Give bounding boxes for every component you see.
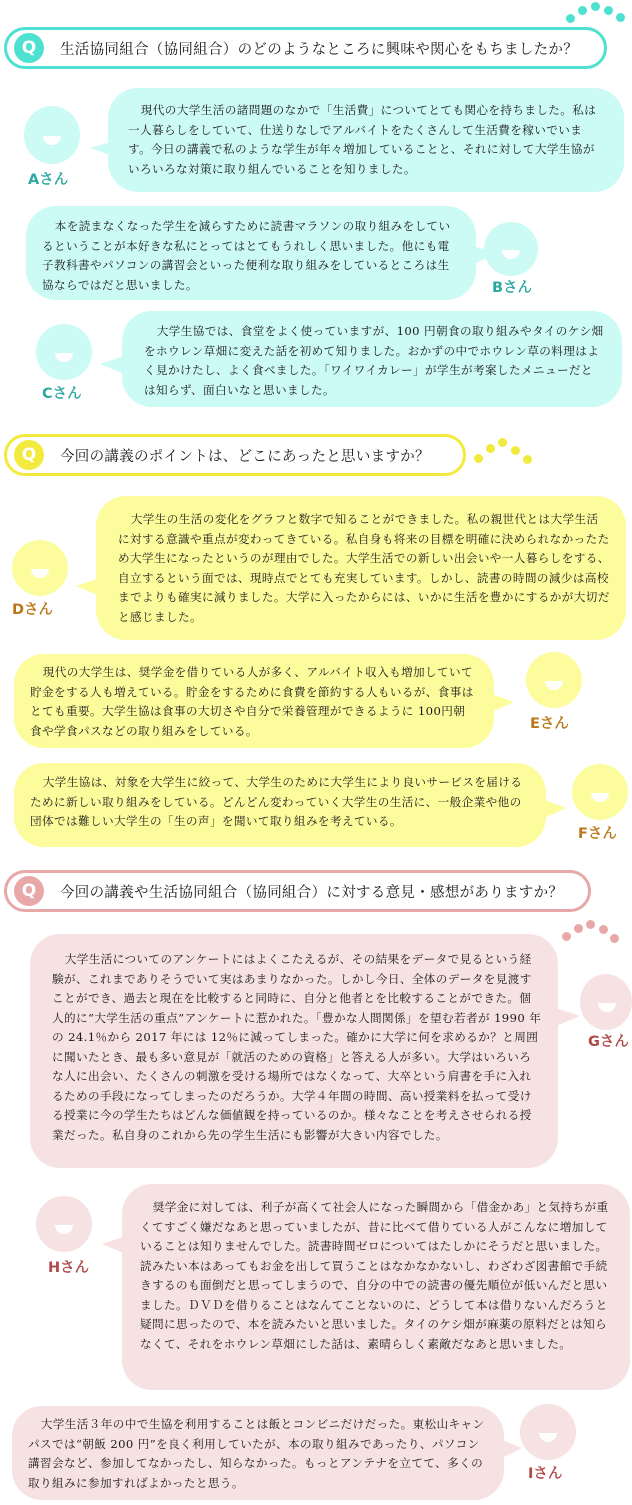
answer-bubble-h: 奨学金に対しては、利子が高くて社会人になった瞬間から「借金かあ」と気持ちが重くてすごく嫌だなあと思っていましたが、昔に比べて借りている人がこんなに増加していることは知りませんでした。読書時間ゼロについてはたしかにそうだと思いました。読みたい本はあってもお金を出して買うことはなかなかないし、わざわざ図書館で手続きするのも面倒だと思ってしまうので、自分の中での読書の優先順位が低いんだと思いました。ＤＶＤを借りることはなんてことないのに、どうして本は借りないんだろうと疑問に思ったので、本を読みたいと思いました。タイのケシ畑が麻薬の原料だとは知らなくて、それをホウレン草畑にした話は、素晴らしく素敵だなあと思いました。 — [122, 1184, 630, 1390]
answer-bubble-c: 大学生協では、食堂をよく使っていますが、100 円朝食の取り組みやタイのケシ畑をホウレン草畑に変えた話を初めて知りました。おかずの中でホウレン草の料理はよく見かけたし、よく食べました。「ワイワイカレー」が学生が考案したメニューだとは知らず、面白いなと思いました。 — [122, 311, 622, 407]
avatar-d — [12, 540, 68, 596]
bubble-tail — [100, 356, 124, 374]
speaker-f: Fさん — [578, 826, 617, 842]
answer-bubble-g: 大学生活についてのアンケートにはよくこたえるが、その結果をデータで見るという経験が、これまでありそうでいて実はあまりなかった。しかし今日、全体のデータを見渡すことができ、過去と現在を比較すると同時に、自分と他者とを比較することができた。個人的に“大学生活の重点”アンケートに惹かれた。「豊かな人間関係」を望む若者が 1990 年の 24.1％から 2017 年には 12％に減ってしまった。確かに大学に何を求めるか？と周囲に聞いたとき、最も多い意見が「就活のための資格」と答える人が多い。大学はいろいろな人に出会い、たくさんの刺激を受ける場所ではなくなって、大卒という肩書を手に入れるための手段になってしまったのだろうか。大学４年間の時間、高い授業料を払って受ける授業に今の学生たちはどんな価値観を持っているのか。様々なことを考えさせられる授業だった。私自身のこれから先の学生生活にも影響が大きい内容でした。 — [30, 934, 558, 1168]
question-text: 今回の講義や生活協同組合（協同組合）に対する意見・感想がありますか？ — [60, 884, 564, 901]
speaker-b: Bさん — [492, 280, 533, 296]
question-banner-3 — [4, 870, 591, 912]
bubble-tail — [544, 800, 566, 818]
answer-bubble-b: 本を読まなくなった学生を減らすために読書マラソンの取り組みをしているということが本好きな私にとってはとてもうれしく思いました。他にも電子教科書やパソコンの講習会といった便利な取り組みをしているところは生協ならではだと思いました。 — [26, 206, 476, 300]
speaker-c: Cさん — [42, 386, 82, 402]
avatar-e — [526, 652, 582, 708]
answer-bubble-a: 現代の大学生活の諸問題のなかで「生活費」についてとても関心を持ちました。私は一人暮らしをしていて、仕送りなしでアルバイトをたくさんして生活費を稼いでいます。今日の講義で私のような学生が年々増加していることと、それに対して大学生協がいろいろな対策に取り組んでいることを知りました。 — [108, 88, 624, 192]
question-icon: Q — [14, 876, 44, 906]
speaker-e: Eさん — [530, 716, 569, 732]
avatar-h — [36, 1196, 92, 1252]
bubble-tail — [556, 1008, 580, 1026]
answer-bubble-f: 大学生協は、対象を大学生に絞って、大学生のために大学生により良いサービスを届けるために新しい取り組みをしている。どんどん変わっていく大学生の生活に、一般企業や他の団体では難しい大学生の「生の声」を聞いて取り組みを考えている。 — [14, 763, 546, 847]
avatar-c — [36, 324, 92, 380]
question-banner-2 — [4, 434, 466, 476]
avatar-f — [572, 764, 628, 820]
question-banner-1 — [4, 27, 607, 69]
avatar-a — [24, 106, 80, 164]
speaker-i: Iさん — [528, 1466, 563, 1482]
avatar-b — [484, 222, 538, 276]
answer-bubble-i: 大学生活３年の中で生協を利用することは飯とコンビニだけだった。東松山キャンパスでは“朝飯 200 円”を良く利用していたが、本の取り組みであったり、パソコン講習会など、参加してなかったし、知らなかった。もっとアンテナを立てて、多くの取り組みに参加すればよかったと思う。 — [12, 1406, 504, 1500]
bubble-tail — [502, 1440, 522, 1458]
question-icon: Q — [14, 440, 44, 470]
answer-bubble-d: 大学生の生活の変化をグラフと数字で知ることができました。私の親世代とは大学生活に対する意識や重点が変わってきている。私自身も将来の目標を明確に決められなかったため大学生になったというのが理由でした。大学生活での新しい出会いや一人暮らしをする、自立するという面では、現時点でとても充実しています。しかし、読書の時間の減少は高校までよりも確実に減りました。大学に入ったからには、いかに生活を豊かにするかが大切だと感じました。 — [96, 496, 626, 640]
speaker-g: Gさん — [588, 1034, 629, 1050]
question-text: 生活協同組合（協同組合）のどのようなところに興味や関心をもちましたか？ — [60, 41, 578, 58]
answer-bubble-e: 現代の大学生は、奨学金を借りている人が多く、アルバイト収入も増加していて貯金をする人も増えている。貯金をするために食費を節約する人もいるが、食事はとても重要。大学生協は食事の大切さや自分で栄養管理ができるように 100円朝食や学食パスなどの取り組みをしている。 — [14, 654, 494, 748]
avatar-i — [520, 1404, 576, 1460]
speaker-d: Dさん — [12, 602, 54, 618]
bubble-tail — [492, 694, 514, 712]
question-text: 今回の講義のポイントは、どこにあったと思いますか？ — [60, 448, 430, 465]
question-icon: Q — [14, 33, 44, 63]
avatar-g — [580, 974, 632, 1030]
speaker-h: Hさん — [48, 1260, 90, 1276]
speaker-a: Aさん — [28, 172, 69, 188]
